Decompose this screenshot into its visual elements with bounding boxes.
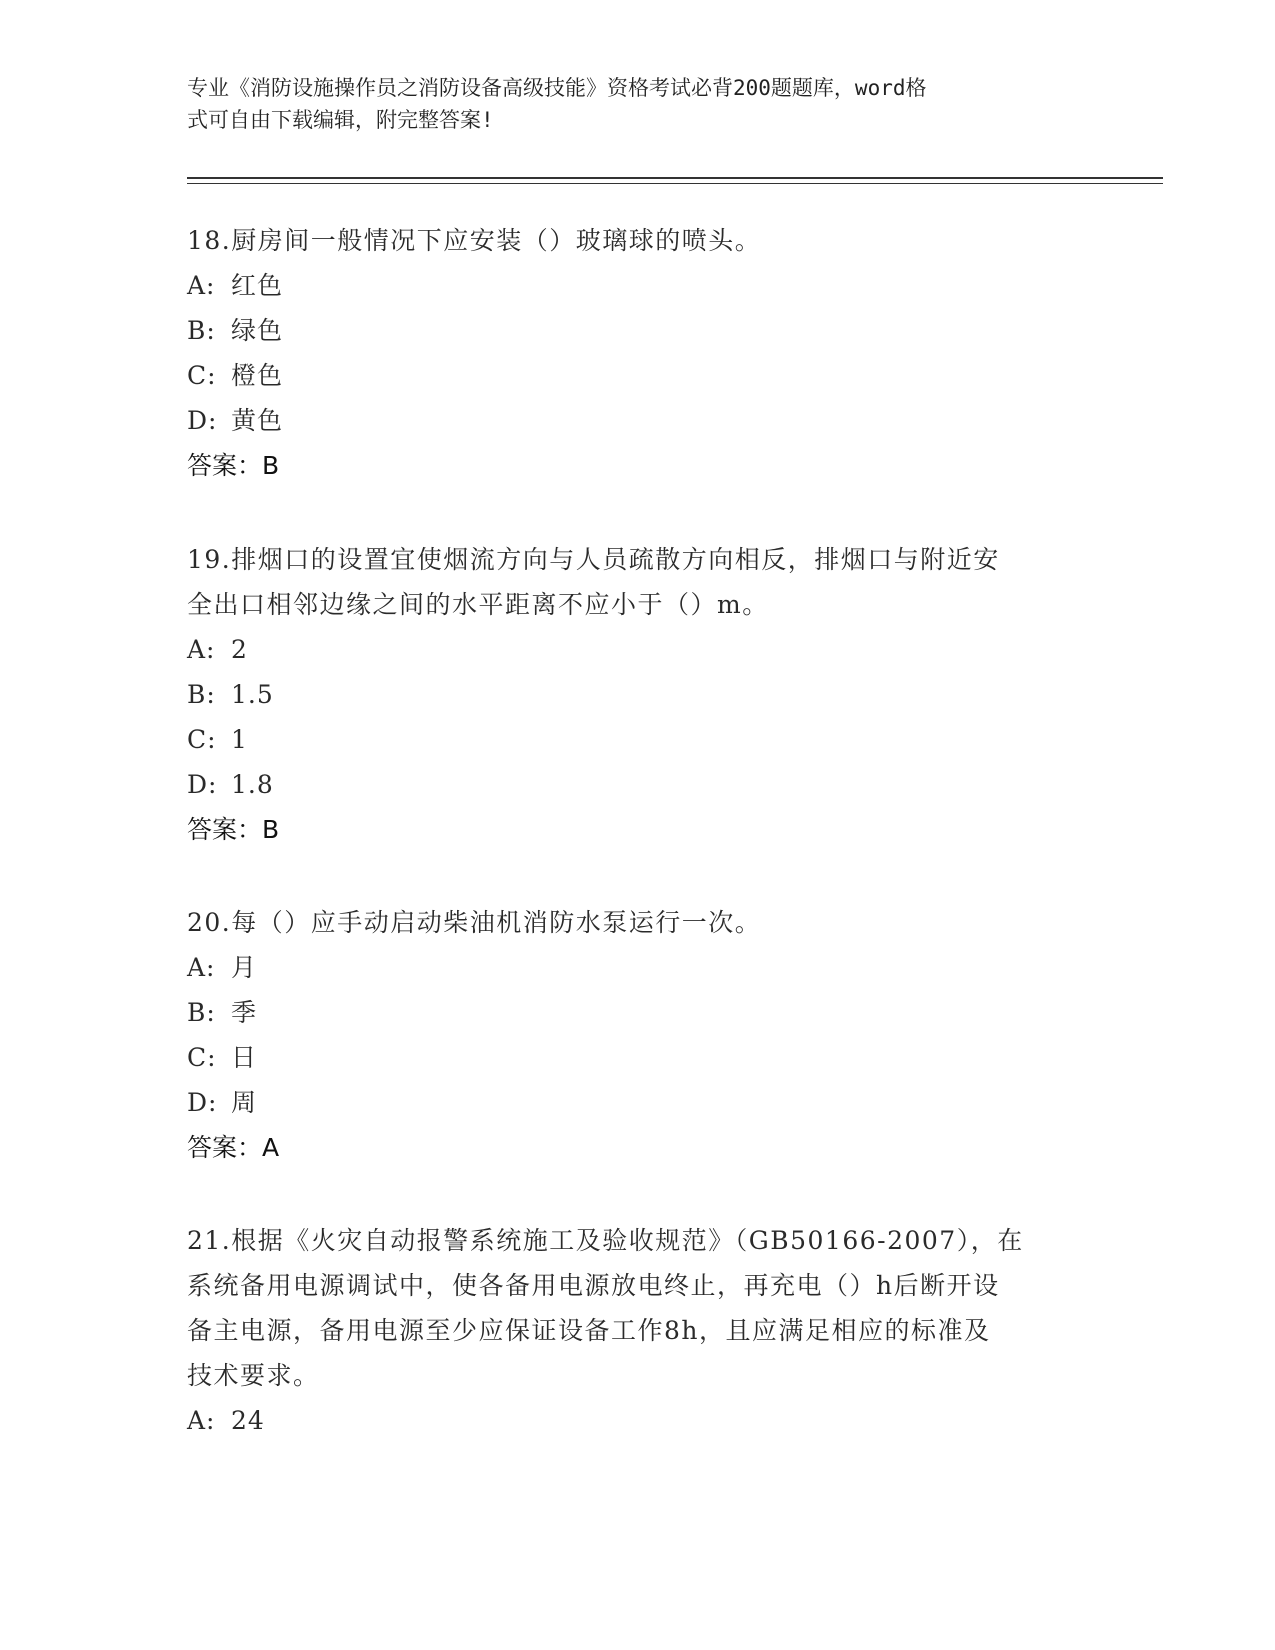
option-c: [187, 717, 1087, 762]
option-letter: A:: [187, 1406, 216, 1435]
answer-line: 答案：B: [187, 451, 280, 480]
option-a: [187, 263, 1087, 308]
question-19: [187, 537, 1087, 852]
header-divider-thick: [187, 177, 1163, 179]
question-text-line-2: 全出口相邻边缘之间的水平距离不应小于（）m。: [187, 590, 769, 619]
question-20: [187, 900, 1087, 1170]
option-a: [187, 627, 1087, 672]
option-letter: B:: [187, 998, 216, 1027]
option-text: 红色: [231, 271, 284, 300]
header-line-1: 专业《消防设施操作员之消防设备高级技能》资格考试必背200题题库，word格: [187, 76, 927, 100]
option-text: 季: [231, 998, 258, 1027]
option-text: 1.8: [231, 770, 274, 799]
option-letter: A:: [187, 271, 216, 300]
option-text: 月: [231, 953, 258, 982]
question-text-line-1: 21.根据《火灾自动报警系统施工及验收规范》（GB50166-2007），在: [187, 1226, 1024, 1255]
option-letter: B:: [187, 680, 216, 709]
option-letter: A:: [187, 953, 216, 982]
option-a: [187, 945, 1087, 990]
question-text-line-2: 系统备用电源调试中，使各备用电源放电终止，再充电（）h后断开设: [187, 1271, 1000, 1300]
document-header: [187, 72, 1067, 136]
option-text: 周: [231, 1088, 258, 1117]
option-letter: C:: [187, 361, 217, 390]
option-letter: C:: [187, 1043, 217, 1072]
option-text: 日: [231, 1043, 258, 1072]
option-d: [187, 398, 1087, 443]
option-letter: A:: [187, 635, 216, 664]
option-a: [187, 1398, 1087, 1443]
answer-line: 答案：A: [187, 1133, 280, 1162]
question-text-line-1: 19.排烟口的设置宜使烟流方向与人员疏散方向相反，排烟口与附近安: [187, 545, 1000, 574]
option-text: 1: [231, 725, 248, 754]
header-divider-thin: [187, 183, 1163, 184]
option-d: [187, 1080, 1087, 1125]
option-b: [187, 672, 1087, 717]
option-text: 1.5: [231, 680, 274, 709]
option-text: 绿色: [231, 316, 284, 345]
question-text: 18.厨房间一般情况下应安装（）玻璃球的喷头。: [187, 226, 762, 255]
option-letter: D:: [187, 406, 218, 435]
question-21: [187, 1218, 1087, 1443]
answer-line: 答案：B: [187, 815, 280, 844]
option-text: 2: [231, 635, 248, 664]
option-text: 橙色: [231, 361, 284, 390]
question-18: [187, 218, 1087, 488]
option-c: [187, 353, 1087, 398]
question-text: 20.每（）应手动启动柴油机消防水泵运行一次。: [187, 908, 762, 937]
option-letter: C:: [187, 725, 217, 754]
option-b: [187, 990, 1087, 1035]
option-c: [187, 1035, 1087, 1080]
option-letter: B:: [187, 316, 216, 345]
option-d: [187, 762, 1087, 807]
option-b: [187, 308, 1087, 353]
option-text: 24: [231, 1406, 265, 1435]
option-letter: D:: [187, 770, 218, 799]
question-text-line-3: 备主电源，备用电源至少应保证设备工作8h，且应满足相应的标准及: [187, 1316, 991, 1345]
option-letter: D:: [187, 1088, 218, 1117]
header-line-2: 式可自由下载编辑，附完整答案!: [187, 108, 494, 132]
question-text-line-4: 技术要求。: [187, 1361, 320, 1390]
option-text: 黄色: [231, 406, 284, 435]
